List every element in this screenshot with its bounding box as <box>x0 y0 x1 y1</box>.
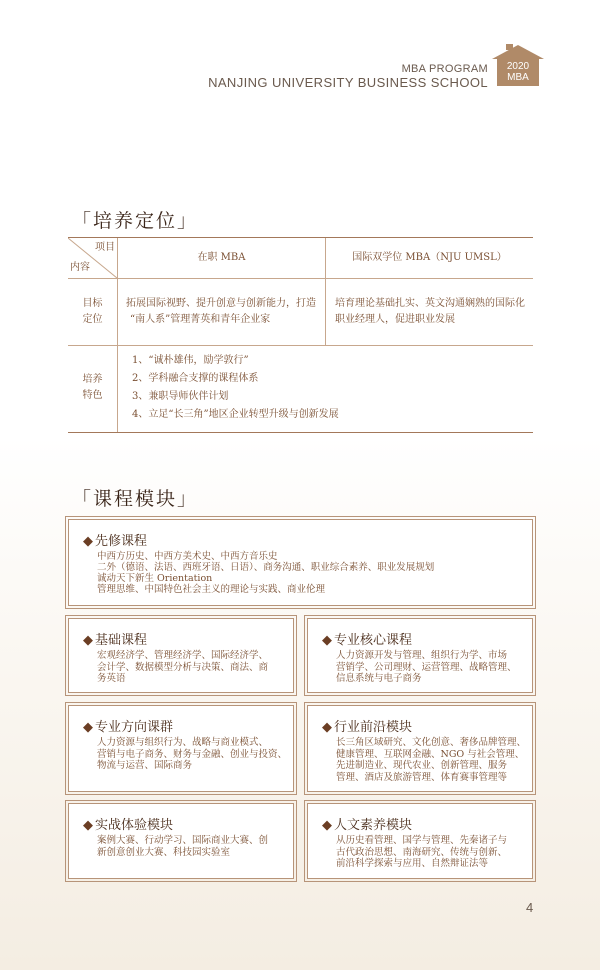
feature-item: 2、学科融合支撑的课程体系 <box>132 373 259 384</box>
module-box-practice <box>68 803 294 879</box>
module-body: 长三角区域研究、文化创意、奢侈品牌管理、 健康管理、互联网金融、NGO 与社会管理、 先进制造业、现代农业、创新管理、服务 管理、酒店及旅游管理、体育赛事管理等 <box>336 737 527 783</box>
module-body: 从历史看管理、国学与管理、先秦诸子与 古代政治思想、南海研究、传统与创新、 前沿科学探索与应用、自然辩证法等 <box>336 835 508 869</box>
module-box-specialization <box>68 705 294 792</box>
module-title: ◆ 实战体验模块 <box>83 818 174 833</box>
module-body: 中西方历史、中西方美术史、中西方音乐史 二外（德语、法语、西班牙语、日语）、商务沟通、职业综合素养、职业发展规划 诚动天下新生 Orientation 管理思维、中国特色社会主义的理论与实践、商业伦理 <box>97 551 435 595</box>
module-title: ◆ 专业方向课群 <box>83 720 174 735</box>
diamond-icon: ◆ <box>83 534 93 549</box>
row-label-goal: 目标 定位 <box>82 298 103 325</box>
module-title: ◆ 专业核心课程 <box>322 633 413 648</box>
diamond-icon: ◆ <box>322 818 332 833</box>
features-list <box>132 352 339 424</box>
feature-item: 1、“诚朴雄伟，励学敦行” <box>132 355 249 366</box>
program-label: MBA PROGRAM <box>401 63 488 75</box>
module-title: ◆ 先修课程 <box>83 534 148 549</box>
feature-item: 3、兼职导师伙伴计划 <box>132 391 229 402</box>
module-title: ◆ 行业前沿模块 <box>322 720 413 735</box>
module-box-frontier <box>307 705 533 792</box>
page-number: 4 <box>526 900 534 915</box>
table-corner-bottom: 内容 <box>70 262 90 273</box>
module-body: 人力资源开发与管理、组织行为学、市场 营销学、公司理财、运营管理、战略管理、 信息系统与电子商务 <box>336 650 517 684</box>
school-name: NANJING UNIVERSITY BUSINESS SCHOOL <box>208 75 488 90</box>
section-title-positioning: 「培养定位」 <box>72 210 199 232</box>
diamond-icon: ◆ <box>83 818 93 833</box>
house-logo-icon <box>492 44 544 86</box>
module-title: ◆ 基础课程 <box>83 633 148 648</box>
module-box-humanities <box>307 803 533 879</box>
module-body: 人力资源与组织行为、战略与商业模式、 营销与电子商务、财务与金融、创业与投资、 物流与运营、国际商务 <box>97 737 288 771</box>
module-box-foundation <box>68 618 294 693</box>
feature-item: 4、立足“长三角”地区企业转型升级与创新发展 <box>132 409 339 420</box>
table-header-col1: 在职 MBA <box>197 252 246 263</box>
module-body: 案例大赛、行动学习、国际商业大赛、创 新创意创业大赛、科技园实验室 <box>97 835 269 858</box>
diamond-icon: ◆ <box>83 720 93 735</box>
positioning-table <box>68 237 533 433</box>
table-corner-top: 项目 <box>95 242 115 253</box>
diamond-icon: ◆ <box>83 633 93 648</box>
diamond-icon: ◆ <box>322 720 332 735</box>
goal-col2-text: 培育理论基础扎实、英文沟通娴熟的国际化 职业经理人，促进职业发展 <box>335 298 525 325</box>
section-title-modules: 「课程模块」 <box>72 488 199 510</box>
module-box-core <box>307 618 533 693</box>
module-box-prerequisite <box>68 519 533 606</box>
row-label-features: 培养 特色 <box>82 374 103 401</box>
module-body: 宏观经济学、管理经济学、国际经济学、 会计学、数据模型分析与决策、商法、商 务英语 <box>97 650 269 684</box>
badge-year: 2020 <box>506 61 530 72</box>
module-title: ◆ 人文素养模块 <box>322 818 413 833</box>
diamond-icon: ◆ <box>322 633 332 648</box>
badge-mba: MBA <box>507 72 529 83</box>
table-header-col2: 国际双学位 MBA（NJU UMSL） <box>352 252 507 263</box>
goal-col1-text: 拓展国际视野、提升创意与创新能力，打造 “南人系”管理菁英和青年企业家 <box>126 298 316 325</box>
